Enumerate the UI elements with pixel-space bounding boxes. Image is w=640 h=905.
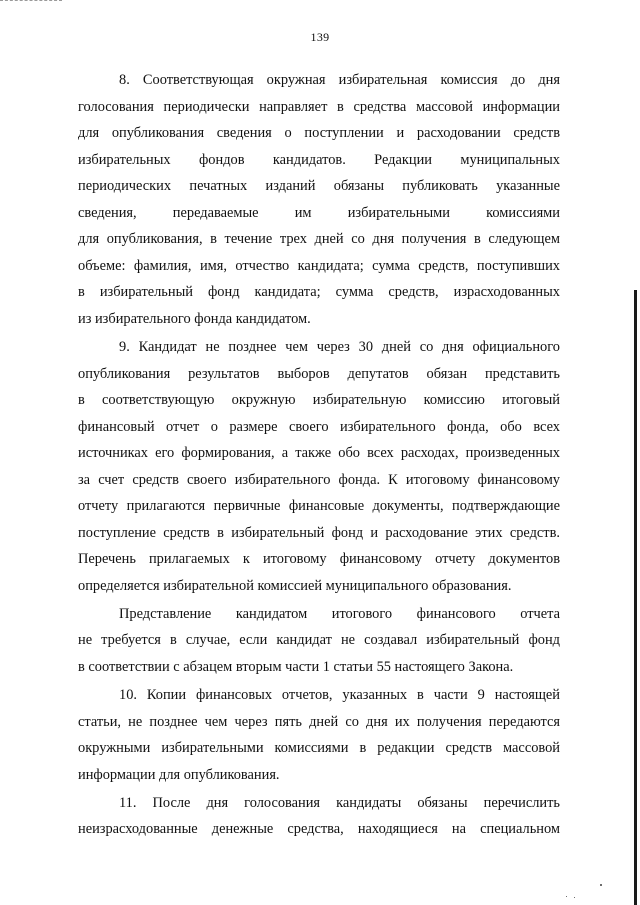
text-line: статьи, не позднее чем через пять дней со дня их получения передаются <box>78 713 560 730</box>
text-line: поступление средств в избирательный фонд и расходование этих средств. <box>78 524 560 541</box>
text-line: 11. После дня голосования кандидаты обязаны перечислить <box>119 794 560 811</box>
text-line: избирательных фондов кандидатов. Редакции муниципальных <box>78 151 560 168</box>
text-line: не требуется в случае, если кандидат не создавал избирательный фонд <box>78 632 560 649</box>
scan-speck <box>574 897 575 898</box>
scan-speck <box>566 896 567 897</box>
text-line: определяется избирательной комиссией муниципального образования. <box>78 577 512 594</box>
text-line: отчету прилагаются первичные финансовые документы, подтверждающие <box>78 498 560 515</box>
text-line: Перечень прилагаемых к итоговому финансовому отчету документов <box>78 551 560 568</box>
text-line: 9. Кандидат не позднее чем через 30 дней со дня официального <box>119 338 560 355</box>
text-line: 10. Копии финансовых отчетов, указанных в части 9 настоящей <box>119 687 560 704</box>
text-line: в избирательный фонд кандидата; сумма средств, израсходованных <box>78 284 560 301</box>
text-line: для опубликования, в течение трех дней со дня получения в следующем <box>78 231 560 248</box>
text-line: информации для опубликования. <box>78 766 280 783</box>
text-line: для опубликования сведения о поступлении и расходовании средств <box>78 125 560 142</box>
scan-edge-shadow <box>634 290 637 905</box>
text-line: из избирательного фонда кандидатом. <box>78 310 311 327</box>
text-line: неизрасходованные денежные средства, находящиеся на специальном <box>78 821 560 838</box>
text-line: голосования периодически направляет в средства массовой информации <box>78 98 560 115</box>
text-line: 8. Соответствующая окружная избирательная комиссия до дня <box>119 72 560 88</box>
text-line: окружными избирательными комиссиями в редакции средств массовой <box>78 740 560 757</box>
scan-speck <box>600 884 602 886</box>
text-line: в соответствующую окружную избирательную комиссию итоговый <box>78 392 560 409</box>
text-line: финансовый отчет о размере своего избирательного фонда, обо всех <box>78 418 560 435</box>
text-line: в соответствии с абзацем вторым части 1 статьи 55 настоящего Закона. <box>78 659 514 676</box>
scan-edge-mark <box>0 0 62 2</box>
text-line: Представление кандидатом итогового финансового отчета <box>119 605 560 622</box>
text-line: объеме: фамилия, имя, отчество кандидата; сумма средств, поступивших <box>78 257 560 274</box>
text-line: источниках его формирования, а также обо всех расходах, произведенных <box>78 445 560 462</box>
text-line: опубликования результатов выборов депутатов обязан представить <box>78 365 560 382</box>
page-number: 139 <box>310 30 330 44</box>
text-line: периодических печатных изданий обязаны публиковать указанные <box>78 178 560 195</box>
text-line: за счет средств своего избирательного фонда. К итоговому финансовому <box>78 471 560 488</box>
document-body <box>78 67 560 843</box>
text-line: сведения, передаваемые им избирательными комиссиями <box>78 204 560 221</box>
